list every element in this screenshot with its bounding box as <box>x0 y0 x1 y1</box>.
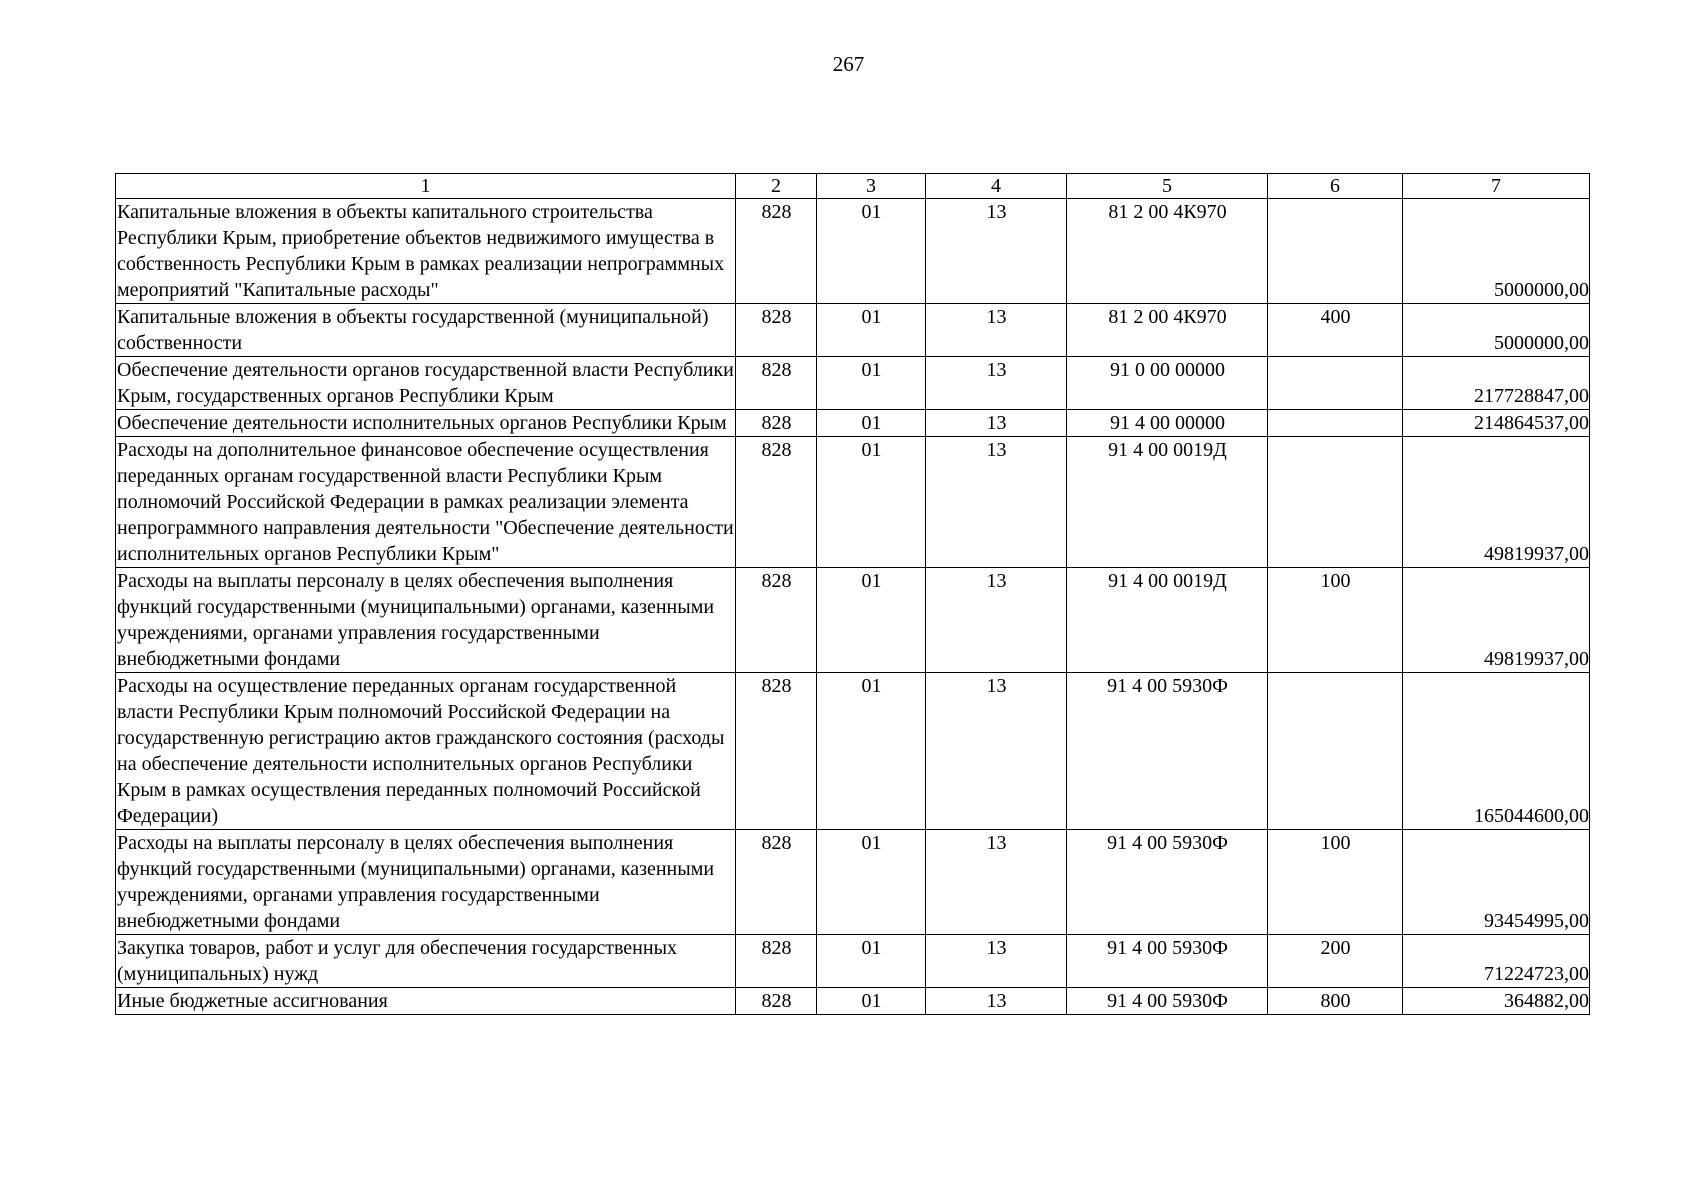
row-rz: 01 <box>817 935 926 988</box>
row-pr: 13 <box>926 568 1067 673</box>
column-header: 6 <box>1268 174 1403 199</box>
table-row <box>116 935 1590 988</box>
budget-table <box>115 173 1590 1015</box>
column-header: 5 <box>1067 174 1268 199</box>
row-name: Закупка товаров, работ и услуг для обеспечения государственных (муниципальных) нужд <box>116 935 736 988</box>
row-pr: 13 <box>926 673 1067 830</box>
row-csr: 91 4 00 5930Ф <box>1067 673 1268 830</box>
row-csr: 91 4 00 5930Ф <box>1067 830 1268 935</box>
row-name: Расходы на выплаты персоналу в целях обеспечения выполнения функций государственными (муниципальными) органами, казенными учреждениями, органами управления государственными внебюджетными фондами <box>116 568 736 673</box>
row-gr: 828 <box>736 568 817 673</box>
row-vr <box>1268 357 1403 410</box>
row-amount: 5000000,00 <box>1403 199 1590 304</box>
row-csr: 91 4 00 00000 <box>1067 410 1268 437</box>
row-csr: 91 4 00 0019Д <box>1067 568 1268 673</box>
row-amount: 165044600,00 <box>1403 673 1590 830</box>
row-amount: 5000000,00 <box>1403 304 1590 357</box>
row-gr: 828 <box>736 304 817 357</box>
row-amount: 214864537,00 <box>1403 410 1590 437</box>
table-row <box>116 568 1590 673</box>
row-gr: 828 <box>736 437 817 568</box>
column-header: 4 <box>926 174 1067 199</box>
row-pr: 13 <box>926 935 1067 988</box>
row-name: Капитальные вложения в объекты государственной (муниципальной) собственности <box>116 304 736 357</box>
row-vr <box>1268 410 1403 437</box>
row-amount: 49819937,00 <box>1403 568 1590 673</box>
row-vr: 100 <box>1268 568 1403 673</box>
row-pr: 13 <box>926 830 1067 935</box>
column-header: 1 <box>116 174 736 199</box>
row-rz: 01 <box>817 673 926 830</box>
row-rz: 01 <box>817 568 926 673</box>
table-row <box>116 357 1590 410</box>
row-pr: 13 <box>926 199 1067 304</box>
row-gr: 828 <box>736 988 817 1015</box>
row-vr <box>1268 673 1403 830</box>
row-amount: 217728847,00 <box>1403 357 1590 410</box>
row-csr: 91 4 00 5930Ф <box>1067 935 1268 988</box>
row-name: Расходы на дополнительное финансовое обеспечение осуществления переданных органам государственной власти Республики Крым полномочий Российской Федерации в рамках реализации элемента непрограммного направления деятельности "Обеспечение деятельности исполнительных органов Республики Крым" <box>116 437 736 568</box>
row-vr: 100 <box>1268 830 1403 935</box>
column-header: 7 <box>1403 174 1590 199</box>
page-number: 267 <box>832 52 865 76</box>
column-header: 2 <box>736 174 817 199</box>
row-pr: 13 <box>926 410 1067 437</box>
row-name: Расходы на осуществление переданных органам государственной власти Республики Крым полномочий Российской Федерации на государственную регистрацию актов гражданского состояния (расходы на обеспечение деятельности исполнительных органов Республики Крым в рамках осуществления переданных полномочий Российской Федерации) <box>116 673 736 830</box>
table-header-row <box>116 174 1590 199</box>
row-pr: 13 <box>926 988 1067 1015</box>
row-pr: 13 <box>926 437 1067 568</box>
row-pr: 13 <box>926 304 1067 357</box>
row-vr: 800 <box>1268 988 1403 1015</box>
row-amount: 71224723,00 <box>1403 935 1590 988</box>
row-rz: 01 <box>817 410 926 437</box>
table-row <box>116 830 1590 935</box>
row-rz: 01 <box>817 199 926 304</box>
row-gr: 828 <box>736 673 817 830</box>
table-row <box>116 437 1590 568</box>
row-rz: 01 <box>817 988 926 1015</box>
row-gr: 828 <box>736 830 817 935</box>
row-vr: 400 <box>1268 304 1403 357</box>
row-name: Иные бюджетные ассигнования <box>116 988 736 1015</box>
row-pr: 13 <box>926 357 1067 410</box>
column-header: 3 <box>817 174 926 199</box>
table-row <box>116 199 1590 304</box>
row-gr: 828 <box>736 410 817 437</box>
row-vr: 200 <box>1268 935 1403 988</box>
row-name: Обеспечение деятельности органов государственной власти Республики Крым, государственных органов Республики Крым <box>116 357 736 410</box>
row-name: Расходы на выплаты персоналу в целях обеспечения выполнения функций государственными (муниципальными) органами, казенными учреждениями, органами управления государственными внебюджетными фондами <box>116 830 736 935</box>
row-csr: 91 0 00 00000 <box>1067 357 1268 410</box>
row-csr: 91 4 00 0019Д <box>1067 437 1268 568</box>
row-gr: 828 <box>736 199 817 304</box>
row-gr: 828 <box>736 935 817 988</box>
row-rz: 01 <box>817 304 926 357</box>
row-amount: 364882,00 <box>1403 988 1590 1015</box>
row-rz: 01 <box>817 357 926 410</box>
row-csr: 81 2 00 4К970 <box>1067 304 1268 357</box>
table-row <box>116 673 1590 830</box>
row-csr: 91 4 00 5930Ф <box>1067 988 1268 1015</box>
row-name: Обеспечение деятельности исполнительных органов Республики Крым <box>116 410 736 437</box>
row-vr <box>1268 199 1403 304</box>
row-amount: 93454995,00 <box>1403 830 1590 935</box>
table-row <box>116 410 1590 437</box>
row-name: Капитальные вложения в объекты капитального строительства Республики Крым, приобретение объектов недвижимого имущества в собственность Республики Крым в рамках реализации непрограммных мероприятий "Капитальные расходы" <box>116 199 736 304</box>
table-row <box>116 304 1590 357</box>
row-rz: 01 <box>817 830 926 935</box>
row-rz: 01 <box>817 437 926 568</box>
table-row <box>116 988 1590 1015</box>
row-vr <box>1268 437 1403 568</box>
row-amount: 49819937,00 <box>1403 437 1590 568</box>
row-gr: 828 <box>736 357 817 410</box>
row-csr: 81 2 00 4К970 <box>1067 199 1268 304</box>
